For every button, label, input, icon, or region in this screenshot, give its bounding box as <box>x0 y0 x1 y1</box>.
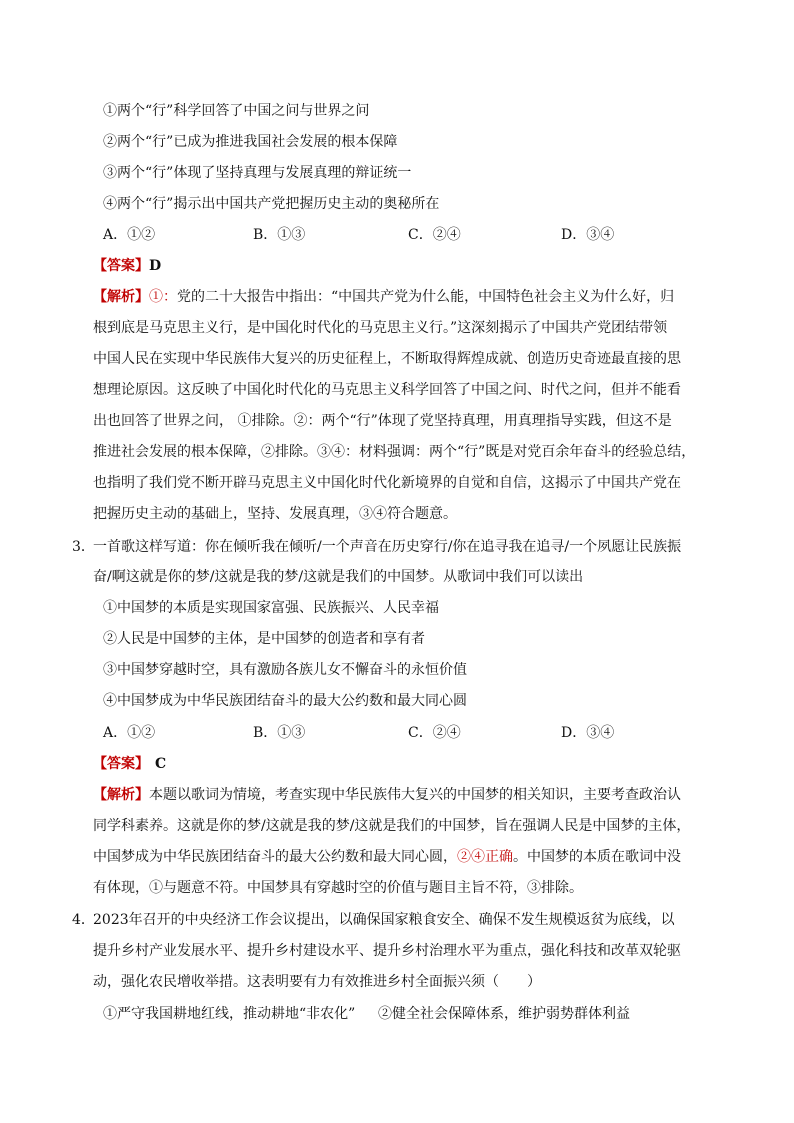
analysis-text: 本题以歌词为情境，考查实现中华民族伟大复兴的中国梦的相关知识，主要考查政治认 <box>149 787 681 803</box>
q2-analysis-line-6: 推进社会发展的根本保障，②排除。③④：材料强调：两个“行”既是对党百余年奋斗的经验总结， <box>93 444 696 460</box>
q3-analysis-line-4: 有体现，①与题意不符。中国梦具有穿越时空的价值与题目主旨不符，③排除。 <box>93 880 583 896</box>
q2-analysis-line-4: 想理论原因。这反映了中国化时代化的马克思主义科学回答了中国之问、时代之问，但并不能看 <box>93 382 681 398</box>
q3-option-1: ①中国梦的本质是实现国家富强、民族振兴、人民幸福 <box>103 600 439 616</box>
q3-stem-line-1 <box>72 537 681 557</box>
q4-stem-line-2: 提升乡村产业发展水平、提升乡村建设水平、提升乡村治理水平为重点，强化科技和改革双轮驱 <box>93 943 681 959</box>
q2-choice-d: D．③④ <box>561 227 615 243</box>
q3-number: 3． <box>72 539 95 555</box>
q2-option-1: ①两个“行”科学回答了中国之问与世界之问 <box>103 103 370 119</box>
analysis-tag: 【解析】 <box>93 787 149 803</box>
q2-analysis-line-5: 出也回答了世界之问， ①排除。②：两个“行”体现了党坚持真理，用真理指导实践，但这不是 <box>93 413 672 429</box>
analysis-text: 党的二十大报告中指出：“中国共产党为什么能，中国特色社会主义为什么好，归 <box>177 289 675 305</box>
q2-option-3: ③两个“行”体现了坚持真理与发展真理的辩证统一 <box>103 165 412 181</box>
analysis-text-pre: 中国梦成为中华民族团结奋斗的最大公约数和最大同心圆， <box>93 849 457 865</box>
q4-stem-text: 2023年召开的中央经济工作会议提出，以确保国家粮食安全、确保不发生规模返贫为底线，以 <box>93 912 675 928</box>
q2-analysis-line-3: 中国人民在实现中华民族伟大复兴的历史征程上，不断取得辉煌成就、创造历史奇迹最直接的思 <box>93 351 681 367</box>
analysis-tag: 【解析】 <box>93 289 149 305</box>
q4-option-1: ①严守我国耕地红线，推动耕地“非农化” <box>103 1006 356 1022</box>
q2-choice-c: C．②④ <box>408 227 461 243</box>
q3-choice-b: B．①③ <box>253 725 306 741</box>
q2-choice-a: A．①② <box>103 227 156 243</box>
q2-analysis-line-1 <box>93 287 674 307</box>
analysis-text-post: 。中国梦的本质在歌词中没 <box>513 849 681 865</box>
q2-answer <box>93 256 161 276</box>
q3-stem-text: 一首歌这样写道：你在倾听我在倾听/一个声音在历史穿行/你在追寻我在追寻/一个夙愿让民族振 <box>93 539 682 555</box>
analysis-correct-highlight: ②④正确 <box>457 849 513 865</box>
q2-analysis-line-7: 也指明了我们党不断开辟马克思主义中国化时代化新境界的自觉和自信，这揭示了中国共产党在 <box>93 475 681 491</box>
q3-stem-line-2: 奋/啊这就是你的梦/这就是我的梦/这就是我们的中国梦。从歌词中我们可以读出 <box>93 569 584 585</box>
answer-value: D <box>149 258 162 274</box>
q4-stem-line-3: 动，强化农民增收举措。这表明要有力有效推进乡村全面振兴须（ ） <box>93 974 541 990</box>
q2-choice-b: B．①③ <box>253 227 306 243</box>
q2-option-4: ④两个“行”揭示出中国共产党把握历史主动的奥秘所在 <box>103 196 440 212</box>
q3-analysis-line-2: 同学科素养。这就是你的梦/这就是我的梦/这就是我们的中国梦，旨在强调人民是中国梦的主体， <box>93 818 691 834</box>
q4-number: 4． <box>72 912 95 928</box>
q3-choice-a: A．①② <box>103 725 156 741</box>
q3-choice-d: D．③④ <box>561 725 615 741</box>
answer-value: C <box>155 756 167 772</box>
q3-option-4: ④中国梦成为中华民族团结奋斗的最大公约数和最大同心圆 <box>103 693 467 709</box>
answer-tag: 【答案】 <box>93 756 149 772</box>
q2-analysis-line-2: 根到底是马克思主义行，是中国化时代化的马克思主义行。”这深刻揭示了中国共产党团结带领 <box>93 320 668 336</box>
answer-tag: 【答案】 <box>93 258 149 274</box>
q3-analysis-line-1 <box>93 785 681 805</box>
q2-choices <box>103 225 703 245</box>
q2-option-2: ②两个“行”已成为推进我国社会发展的根本保障 <box>103 134 398 150</box>
q4-option-2: ②健全社会保障体系，维护弱势群体利益 <box>378 1006 630 1022</box>
q3-option-3: ③中国梦穿越时空，具有激励各族儿女不懈奋斗的永恒价值 <box>103 662 467 678</box>
q3-option-2: ②人民是中国梦的主体，是中国梦的创造者和享有者 <box>103 631 425 647</box>
q2-analysis-line-8: 把握历史主动的基础上，坚持、发展真理，③④符合题意。 <box>93 506 457 522</box>
q3-answer <box>93 754 166 774</box>
q3-choices <box>103 723 703 743</box>
analysis-lead: ①： <box>149 289 177 305</box>
q4-stem-line-1 <box>72 910 675 930</box>
q3-analysis-line-3 <box>93 847 681 867</box>
q3-choice-c: C．②④ <box>408 725 461 741</box>
